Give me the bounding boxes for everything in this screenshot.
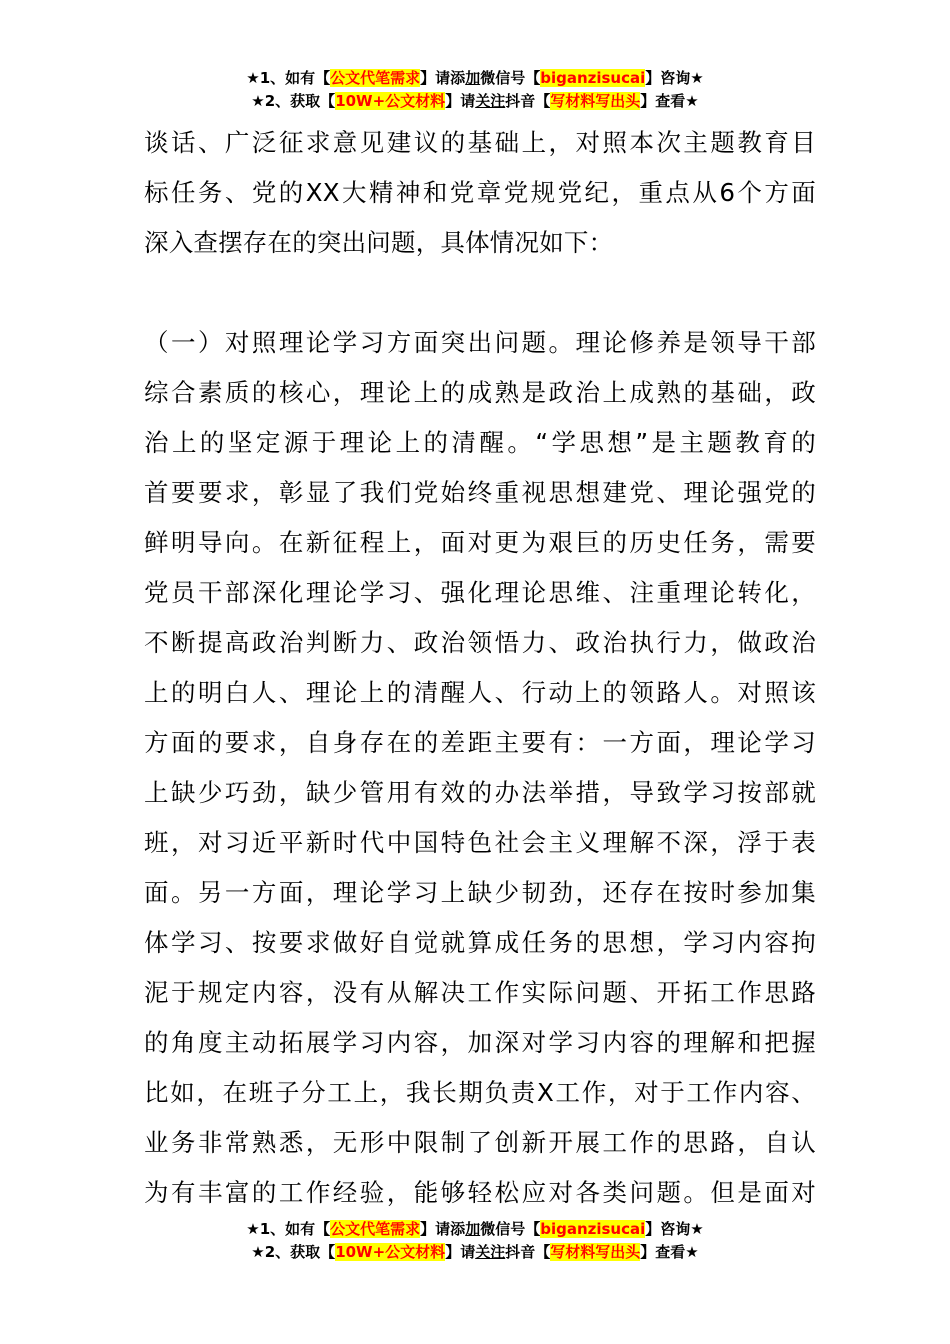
banner-text: 抖音【: [505, 1243, 551, 1261]
douyin-name-highlight: 写材料写出头: [550, 1243, 641, 1261]
text-line: 上缺少巧劲，缺少管用有效的办法举措，导致学习按部就: [144, 778, 816, 807]
banner-line-2: [0, 1241, 950, 1264]
header-banner: [0, 67, 950, 113]
banner-text: 微信号【: [480, 69, 541, 87]
highlight-text: 10W+公文材料: [335, 92, 446, 110]
text-line: 为有丰富的工作经验，能够轻松应对各类问题。但是面对: [144, 1178, 816, 1207]
banner-text: 微信号【: [480, 1220, 541, 1238]
banner-text: ★1、如有【: [246, 1220, 331, 1238]
banner-text: 】请: [445, 1243, 476, 1261]
banner-text: 】咨询★: [645, 1220, 704, 1238]
text-line: 体学习、按要求做好自觉就算成任务的思想，学习内容拘: [144, 928, 816, 957]
banner-text: 抖音【: [505, 92, 551, 110]
banner-line-1: [0, 1218, 950, 1241]
banner-text: 】请添: [420, 69, 466, 87]
banner-line-1: [0, 67, 950, 90]
highlight-text: 公文代笔需求: [330, 1220, 421, 1238]
banner-text: ★1、如有【: [246, 69, 331, 87]
highlight-text: 10W+公文材料: [335, 1243, 446, 1261]
text-line: 方面的要求，自身存在的差距主要有：一方面，理论学习: [144, 728, 816, 757]
banner-text: 】查看★: [640, 1243, 699, 1261]
section-heading-line: （一）对照理论学习方面突出问题。理论修养是领导干部: [144, 328, 816, 357]
banner-line-2: [0, 90, 950, 113]
underlined-text: 加: [465, 69, 481, 87]
banner-text: 】咨询★: [645, 69, 704, 87]
text-line: 深入查摆存在的突出问题，具体情况如下：: [144, 228, 614, 257]
text-line: 综合素质的核心，理论上的成熟是政治上成熟的基础，政: [144, 378, 816, 407]
banner-text: ★2、获取【: [251, 92, 336, 110]
text-line: 党员干部深化理论学习、强化理论思维、注重理论转化，: [144, 578, 816, 607]
text-line: 鲜明导向。在新征程上，面对更为艰巨的历史任务，需要: [144, 528, 816, 557]
text-line: 谈话、广泛征求意见建议的基础上，对照本次主题教育目: [144, 128, 816, 157]
banner-text: 】请: [445, 92, 476, 110]
banner-text: 】查看★: [640, 92, 699, 110]
text-line: 标任务、党的XX大精神和党章党规党纪，重点从6个方面: [144, 178, 816, 207]
text-line: 泥于规定内容，没有从解决工作实际问题、开拓工作思路: [144, 978, 816, 1007]
text-line: 业务非常熟悉，无形中限制了创新开展工作的思路，自认: [144, 1128, 816, 1157]
text-line: 面。另一方面，理论学习上缺少韧劲，还存在按时参加集: [144, 878, 816, 907]
text-line: 治上的坚定源于理论上的清醒。“学思想”是主题教育的: [144, 428, 816, 457]
banner-text: ★2、获取【: [251, 1243, 336, 1261]
text-line: 首要要求，彰显了我们党始终重视思想建党、理论强党的: [144, 478, 816, 507]
text-line: 不断提高政治判断力、政治领悟力、政治执行力，做政治: [144, 628, 816, 657]
banner-text: 】请添: [420, 1220, 466, 1238]
douyin-name-highlight: 写材料写出头: [550, 92, 641, 110]
underlined-text: 关注: [475, 1243, 506, 1261]
text-line: 比如，在班子分工上，我长期负责X工作，对于工作内容、: [144, 1078, 816, 1107]
wechat-id-highlight: biganzisucai: [540, 69, 646, 87]
underlined-text: 关注: [475, 92, 506, 110]
highlight-text: 公文代笔需求: [330, 69, 421, 87]
underlined-text: 加: [465, 1220, 481, 1238]
footer-banner: [0, 1218, 950, 1264]
wechat-id-highlight: biganzisucai: [540, 1220, 646, 1238]
text-line: 班，对习近平新时代中国特色社会主义理解不深，浮于表: [144, 828, 816, 857]
text-line: 上的明白人、理论上的清醒人、行动上的领路人。对照该: [144, 678, 816, 707]
text-line: 的角度主动拓展学习内容，加深对学习内容的理解和把握: [144, 1028, 816, 1057]
